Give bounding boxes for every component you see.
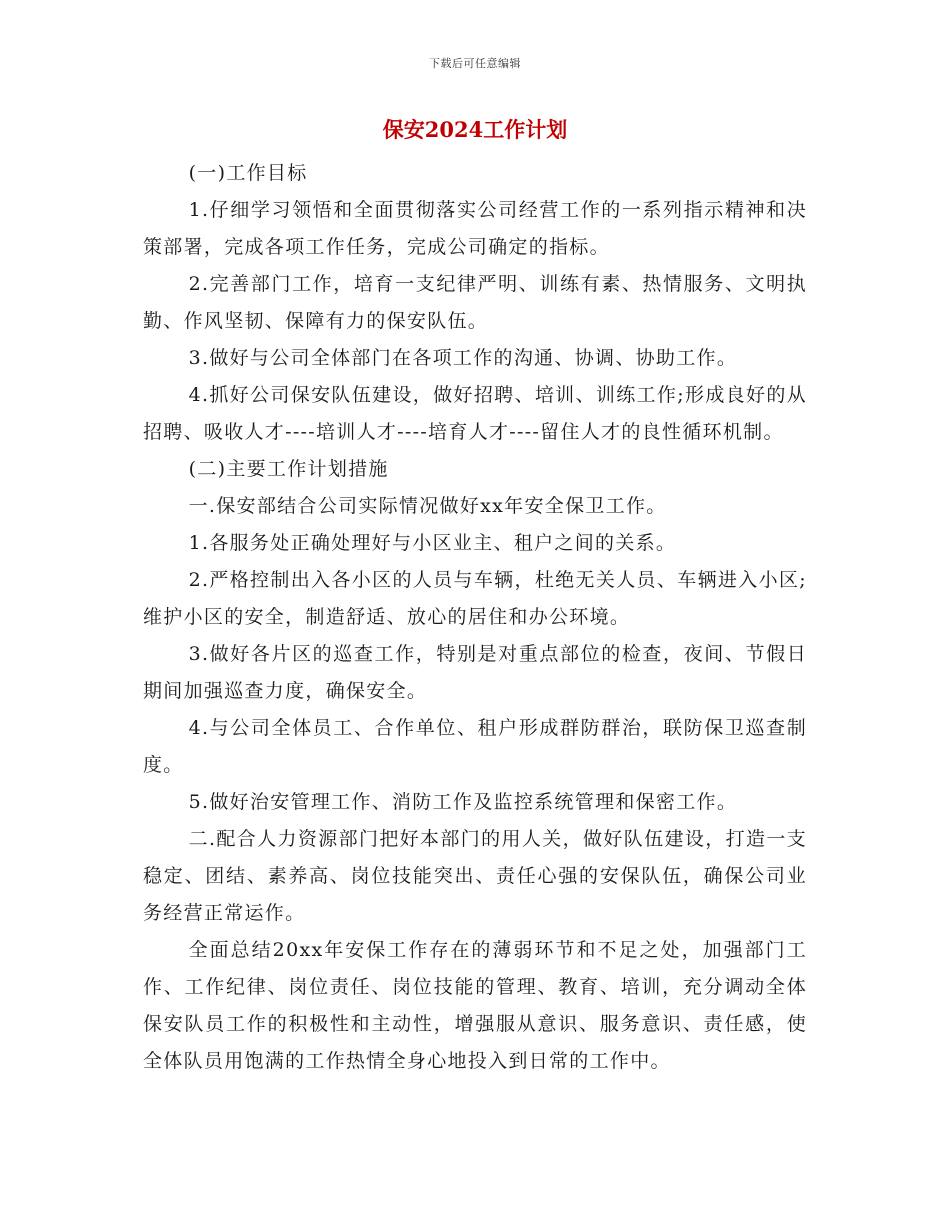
page-header-note: 下载后可任意编辑: [429, 57, 521, 70]
paragraph-measure-3: 3.做好各片区的巡查工作，特别是对重点部位的检查，夜间、节假日期间加强巡查力度，确保安全。: [143, 643, 807, 702]
section-heading-measures: (二)主要工作计划措施: [188, 458, 389, 480]
document-body: [143, 155, 807, 1080]
paragraph-goal-4: 4.抓好公司保安队伍建设，做好招聘、培训、训练工作;形成良好的从招聘、吸收人才----培训人才----培育人才----留住人才的良性循环机制。: [143, 384, 807, 443]
paragraph-summary: 全面总结20xx年安保工作存在的薄弱环节和不足之处，加强部门工作、工作纪律、岗位责任、岗位技能的管理、教育、培训，充分调动全体保安队员工作的积极性和主动性，增强服从意识、服务意识、责任感，使全体队员用饱满的工作热情全身心地投入到日常的工作中。: [143, 939, 807, 1072]
paragraph-measure-two: 二.配合人力资源部门把好本部门的用人关，做好队伍建设，打造一支稳定、团结、素养高、岗位技能突出、责任心强的安保队伍，确保公司业务经营正常运作。: [143, 828, 807, 924]
paragraph-goal-2: 2.完善部门工作，培育一支纪律严明、训练有素、热情服务、文明执勤、作风坚韧、保障有力的保安队伍。: [143, 273, 807, 332]
paragraph-measure-1: 1.各服务处正确处理好与小区业主、租户之间的关系。: [188, 532, 677, 554]
paragraph-measure-5: 5.做好治安管理工作、消防工作及监控系统管理和保密工作。: [188, 791, 738, 813]
paragraph-measure-2: 2.严格控制出入各小区的人员与车辆，杜绝无关人员、车辆进入小区;维护小区的安全，制造舒适、放心的居住和办公环境。: [143, 569, 807, 628]
paragraph-measure-one: 一.保安部结合公司实际情况做好xx年安全保卫工作。: [188, 495, 667, 517]
paragraph-goal-3: 3.做好与公司全体部门在各项工作的沟通、协调、协助工作。: [188, 347, 738, 369]
paragraph-measure-4: 4.与公司全体员工、合作单位、租户形成群防群治，联防保卫巡查制度。: [143, 717, 807, 776]
document-title: 保安2024工作计划: [382, 117, 568, 142]
section-heading-goals: (一)工作目标: [188, 162, 308, 184]
paragraph-goal-1: 1.仔细学习领悟和全面贯彻落实公司经营工作的一系列指示精神和决策部署，完成各项工作任务，完成公司确定的指标。: [143, 199, 807, 258]
